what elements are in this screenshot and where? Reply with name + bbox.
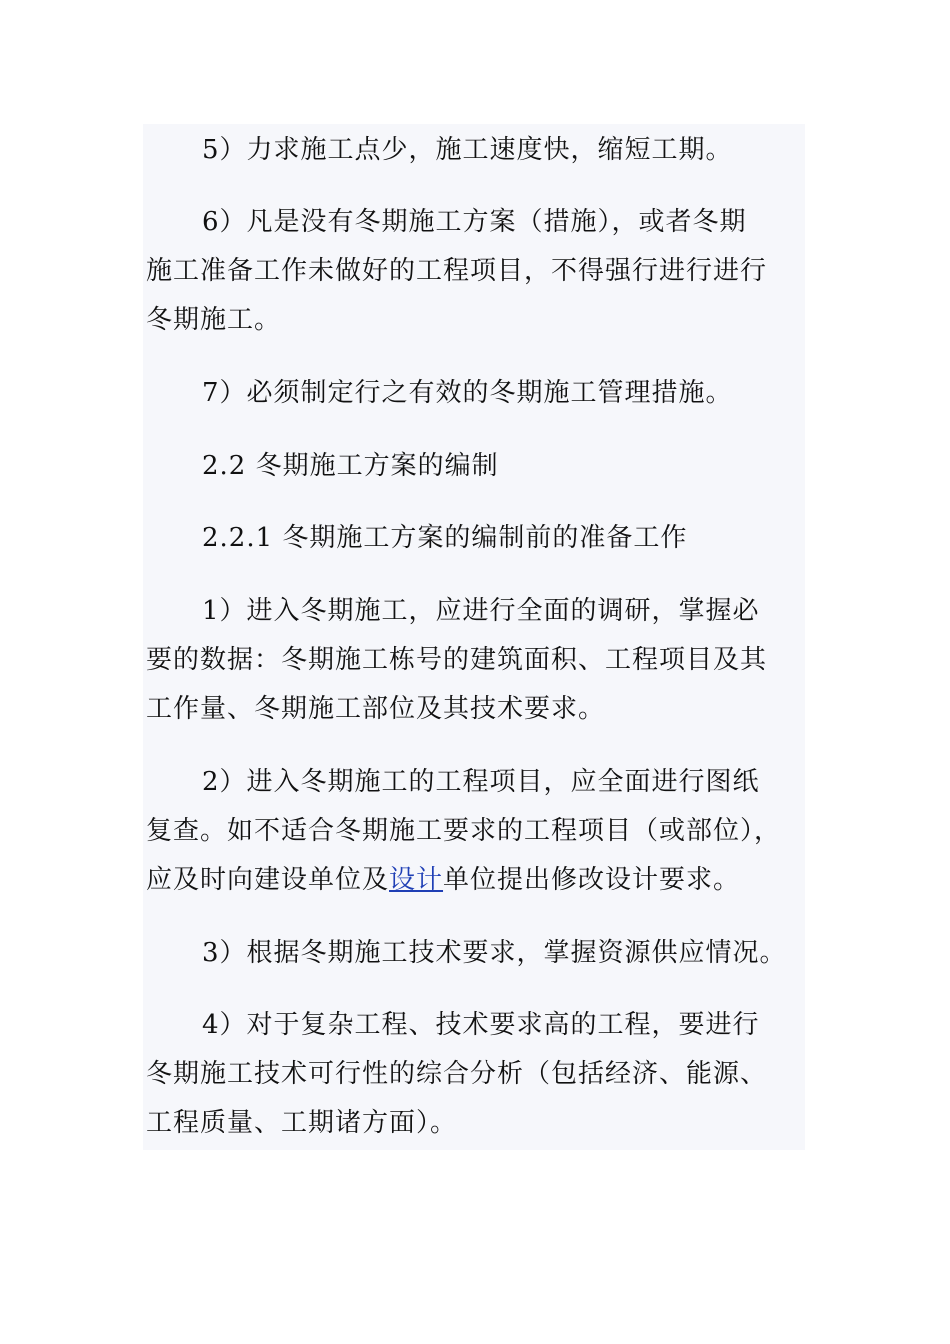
paragraph-line: 工作量、冬期施工部位及其技术要求。 bbox=[146, 694, 606, 724]
heading-line: 2.2 冬期施工方案的编制 bbox=[202, 451, 499, 481]
paragraph-6 bbox=[146, 198, 826, 345]
paragraph-line bbox=[146, 856, 826, 905]
paragraph-line: 1）进入冬期施工，应进行全面的调研，掌握必 bbox=[202, 596, 760, 626]
paragraph-line: 4）对于复杂工程、技术要求高的工程，要进行 bbox=[202, 1010, 760, 1040]
paragraph-line: 复查。如不适合冬期施工要求的工程项目（或部位）， bbox=[146, 816, 782, 846]
paragraph-line: 6）凡是没有冬期施工方案（措施），或者冬期 bbox=[202, 207, 747, 237]
paragraph-line: 5）力求施工点少，施工速度快，缩短工期。 bbox=[202, 135, 733, 165]
paragraph-5 bbox=[146, 126, 826, 175]
section-heading-2-2-1 bbox=[146, 514, 826, 563]
paragraph-line: 3）根据冬期施工技术要求，掌握资源供应情况。 bbox=[202, 938, 787, 968]
paragraph-line: 冬期施工技术可行性的综合分析（包括经济、能源、 bbox=[146, 1059, 768, 1089]
heading-line: 2.2.1 冬期施工方案的编制前的准备工作 bbox=[202, 523, 688, 553]
line-text: 应及时向建设单位及 bbox=[146, 865, 390, 895]
paragraph-line: 2）进入冬期施工的工程项目，应全面进行图纸 bbox=[202, 767, 760, 797]
section-heading-2-2 bbox=[146, 442, 826, 491]
paragraph-2 bbox=[146, 758, 826, 905]
paragraph-1 bbox=[146, 587, 826, 734]
paragraph-line: 施工准备工作未做好的工程项目，不得强行进行进行 bbox=[146, 256, 768, 286]
paragraph-line: 7）必须制定行之有效的冬期施工管理措施。 bbox=[202, 378, 733, 408]
design-link[interactable]: 设计 bbox=[389, 865, 444, 895]
paragraph-7 bbox=[146, 369, 826, 418]
paragraph-4 bbox=[146, 1001, 826, 1148]
line-text: 单位提出修改设计要求。 bbox=[443, 865, 741, 895]
paragraph-line: 工程质量、工期诸方面）。 bbox=[146, 1108, 458, 1138]
paragraph-line: 冬期施工。 bbox=[146, 305, 282, 335]
paragraph-line: 要的数据：冬期施工栋号的建筑面积、工程项目及其 bbox=[146, 645, 768, 675]
paragraph-3 bbox=[146, 929, 826, 978]
